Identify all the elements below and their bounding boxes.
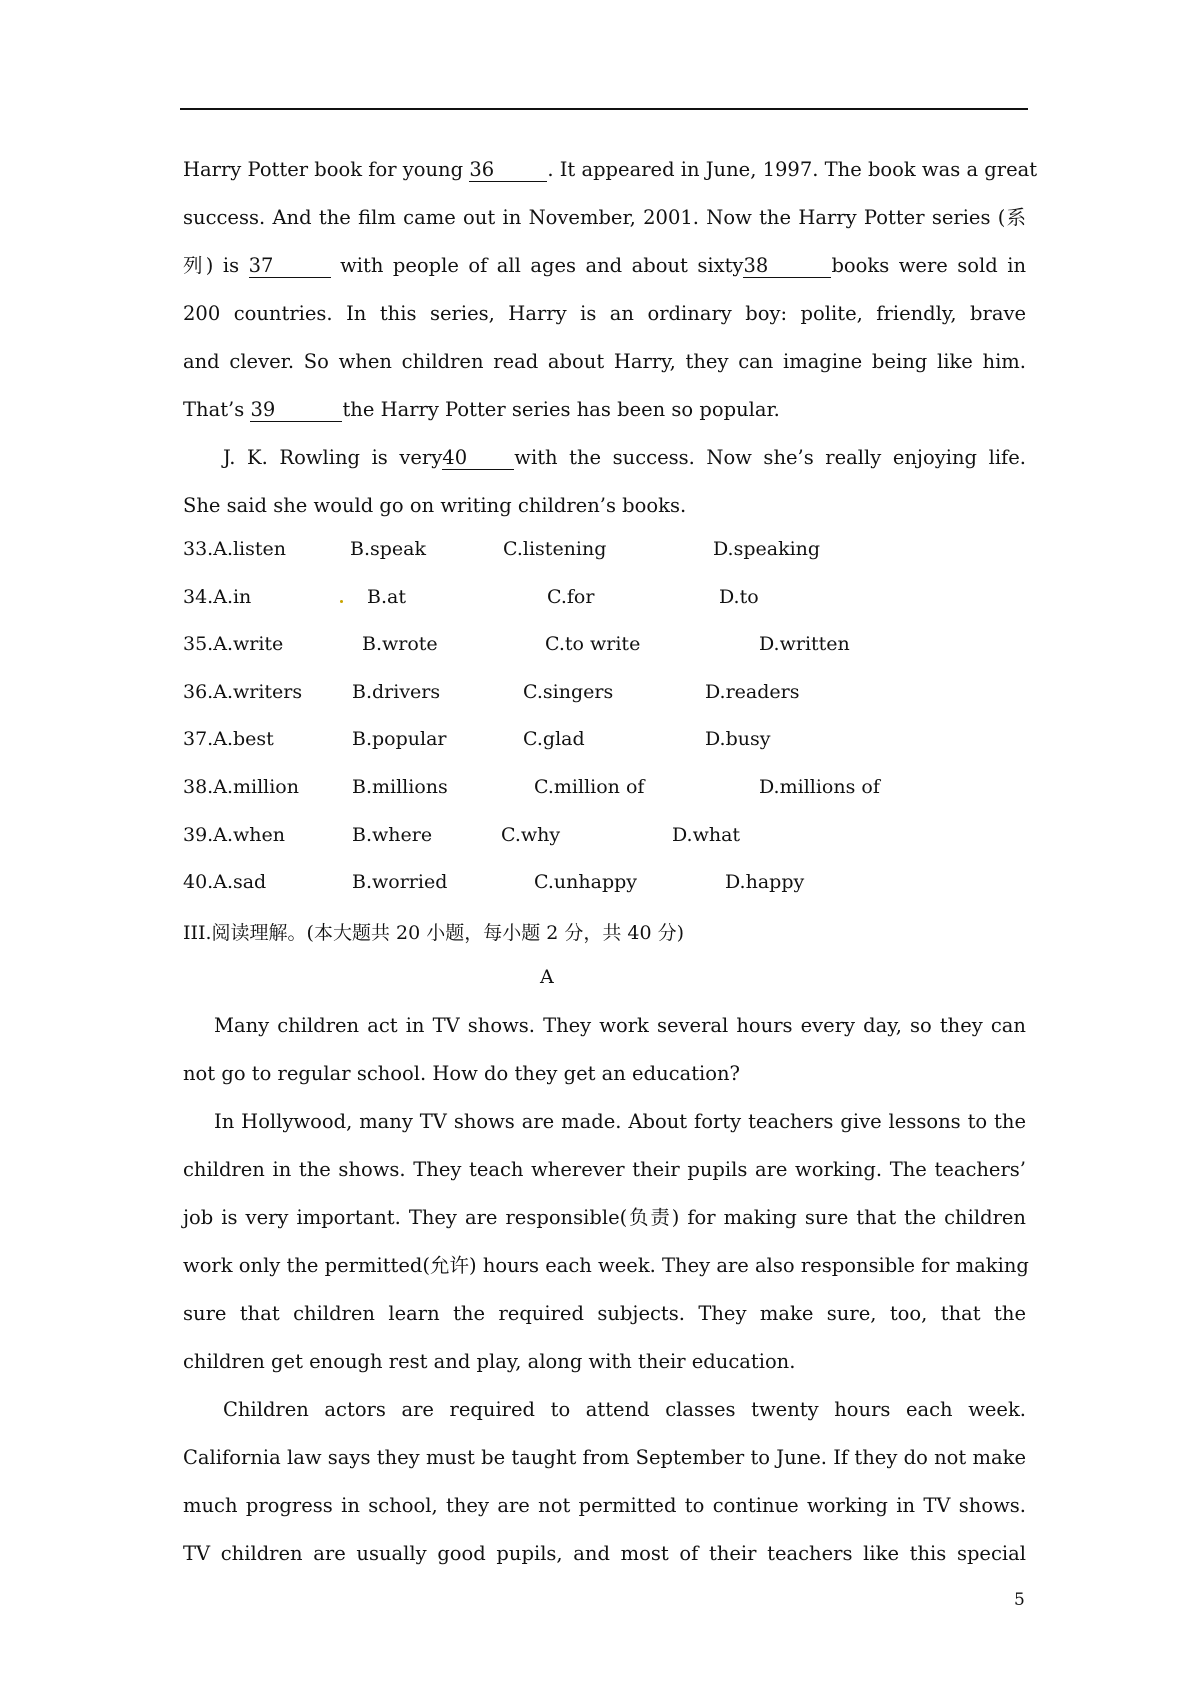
question-row: [183, 776, 1026, 824]
question-number: 35.: [183, 633, 214, 656]
text-line: much progress in school, they are not permitted to continue working in TV shows.: [183, 1494, 1026, 1517]
blank-38: 38: [743, 255, 831, 278]
text-span: with people of all ages and about sixty: [340, 254, 744, 277]
text-line: work only the permitted(允许) hours each week. They are also responsible for making: [183, 1254, 1029, 1277]
option-text: A.in: [213, 585, 252, 608]
option-d: D.readers: [705, 680, 800, 703]
option-d: D.busy: [705, 728, 771, 751]
option-b: B.worried: [352, 871, 448, 894]
option-a: [183, 871, 266, 893]
option-a: [183, 824, 285, 846]
blank-39: 39: [250, 399, 342, 422]
option-text: A.sad: [213, 871, 267, 894]
options-list: [183, 538, 1026, 919]
question-row: [183, 871, 1026, 919]
question-number: 37.: [183, 728, 214, 751]
option-text: A.writers: [213, 680, 303, 703]
text-span: . It appeared in June, 1997. The book was a great: [547, 158, 1038, 181]
option-c: C.glad: [523, 728, 585, 751]
question-row: [183, 538, 1026, 586]
text-span: with the success. Now she’s really enjoying life.: [514, 446, 1027, 469]
option-c: C.why: [501, 823, 561, 846]
page-number: 5: [1014, 1590, 1025, 1610]
text-line: She said she would go on writing children’s books.: [183, 494, 687, 517]
text-span: That’s: [183, 398, 245, 421]
question-row: [183, 633, 1026, 681]
option-b: B.speak: [350, 538, 426, 560]
option-b: B.wrote: [362, 633, 438, 656]
text-line: children get enough rest and play, along with their education.: [183, 1350, 796, 1373]
blank-37: 37: [249, 255, 331, 278]
question-number: 36.: [183, 680, 214, 703]
text-line: TV children are usually good pupils, and most of their teachers like this special: [183, 1542, 1026, 1565]
text-line: [183, 434, 1026, 482]
text-line: [183, 146, 1038, 194]
option-b: B.at: [367, 585, 406, 608]
option-d: D.written: [759, 633, 850, 656]
text-line: Many children act in TV shows. They work several hours every day, so they can: [214, 1014, 1026, 1037]
stray-mark: [340, 600, 343, 603]
text-span: the Harry Potter series has been so popular.: [342, 398, 780, 421]
blank-36: 36: [469, 159, 547, 182]
option-d: D.what: [672, 823, 741, 846]
option-d: D.happy: [725, 871, 805, 894]
option-d: D.millions of: [759, 775, 880, 798]
text-line: California law says they must be taught from September to June. If they do not make: [183, 1446, 1026, 1469]
passage-label: A: [540, 966, 554, 988]
option-d: D.to: [719, 585, 759, 608]
option-c: C.unhappy: [534, 871, 637, 894]
text-span: 列) is: [183, 254, 240, 277]
option-a: [183, 586, 251, 608]
option-text: A.when: [213, 823, 285, 846]
reading-passage: [183, 1002, 1029, 1578]
question-row: [183, 586, 1026, 634]
option-text: A.million: [213, 775, 299, 798]
text-line: sure that children learn the required subjects. They make sure, too, that the: [183, 1302, 1026, 1325]
question-number: 33.: [183, 538, 214, 560]
section-heading: III.阅读理解。(本大题共 20 小题，每小题 2 分，共 40 分): [183, 922, 685, 944]
option-c: C.for: [547, 585, 595, 608]
option-c: C.singers: [523, 680, 614, 703]
text-line: success. And the film came out in November, 2001. Now the Harry Potter series (系: [183, 206, 1026, 229]
text-line: 200 countries. In this series, Harry is an ordinary boy: polite, friendly, brave: [183, 302, 1026, 325]
option-c: C.to write: [545, 633, 641, 656]
question-number: 38.: [183, 775, 214, 798]
option-b: B.drivers: [352, 680, 441, 703]
option-b: B.popular: [352, 728, 447, 751]
text-line: job is very important. They are responsible(负责) for making sure that the children: [183, 1206, 1026, 1229]
option-a: [183, 633, 283, 655]
question-row: [183, 728, 1026, 776]
question-row: [183, 824, 1026, 872]
text-span: Harry Potter book for young: [183, 158, 464, 181]
option-text: A.write: [213, 633, 284, 656]
text-line: [183, 386, 1026, 434]
option-text: A.best: [213, 728, 274, 751]
question-number: 39.: [183, 823, 214, 846]
text-line: Children actors are required to attend classes twenty hours each week.: [223, 1398, 1026, 1421]
question-row: [183, 681, 1026, 729]
text-line: In Hollywood, many TV shows are made. About forty teachers give lessons to the: [214, 1110, 1026, 1133]
option-d: D.speaking: [713, 538, 821, 560]
text-line: [183, 242, 1026, 290]
text-span: books were sold in: [831, 254, 1027, 277]
text-line: and clever. So when children read about Harry, they can imagine being like him.: [183, 350, 1026, 373]
text-span: J. K. Rowling is very: [223, 446, 443, 469]
header-rule: [180, 108, 1028, 110]
text-line: not go to regular school. How do they get an education?: [183, 1062, 741, 1085]
option-a: [183, 681, 302, 703]
option-b: B.where: [352, 823, 433, 846]
text-line: children in the shows. They teach wherever their pupils are working. The teachers’: [183, 1158, 1026, 1181]
option-b: B.millions: [352, 775, 448, 798]
option-a: [183, 728, 274, 750]
option-c: C.listening: [503, 538, 607, 560]
passage-cloze: [183, 146, 1038, 530]
question-number: 34.: [183, 585, 214, 608]
blank-40: 40: [442, 447, 514, 470]
option-c: C.million of: [534, 775, 645, 798]
option-a: [183, 776, 299, 798]
option-text: A.listen: [213, 538, 286, 560]
question-number: 40.: [183, 871, 214, 894]
option-a: [183, 538, 286, 560]
